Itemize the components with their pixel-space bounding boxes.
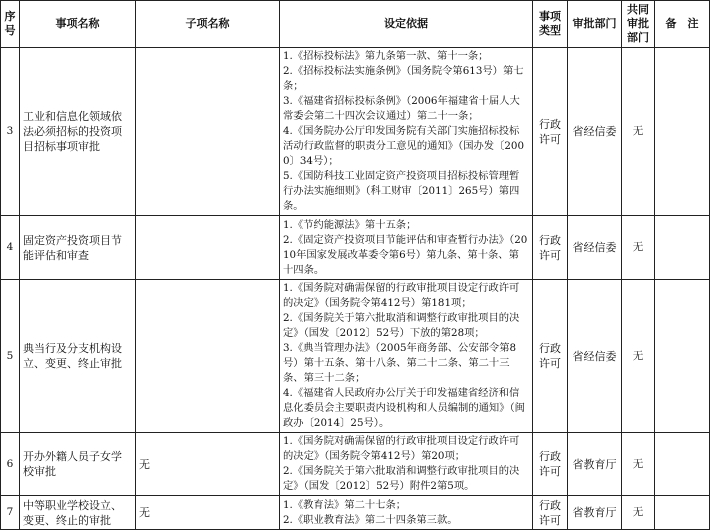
row-item-name: 工业和信息化领域依法必须招标的投资项目招标事项审批 <box>20 48 136 216</box>
header-joint-dept: 共同审批部门 <box>622 1 655 48</box>
row-seq: 3 <box>1 48 20 216</box>
row-remark <box>655 216 710 280</box>
row-joint-dept: 无 <box>622 216 655 280</box>
row-dept: 省教育厅 <box>568 496 622 530</box>
table-row <box>1 48 710 216</box>
basis-line: 4.《国务院办公厅印发国务院有关部门实施招标投标活动行政监督的职责分工意见的通知》（国办发〔2000〕34号）； <box>283 125 525 167</box>
basis-line: 1.《国务院对确需保留的行政审批项目设定行政许可的决定》（国务院令第412号）第181项； <box>283 282 520 309</box>
row-seq: 4 <box>1 216 20 280</box>
row-remark <box>655 496 710 530</box>
row-dept: 省经信委 <box>568 48 622 216</box>
basis-line: 3.《典当管理办法》（2005年商务部、公安部令第8号）第十五条、第十八条、第二十二条、第二十三条、第三十二条； <box>283 342 517 384</box>
row-sub-item: 无 <box>136 496 280 530</box>
row-joint-dept: 无 <box>622 496 655 530</box>
basis-line: 2.《招标投标法实施条例》（国务院令第613号）第七条； <box>283 65 524 92</box>
header-remark: 备 注 <box>655 1 710 48</box>
header-dept: 审批部门 <box>568 1 622 48</box>
basis-line: 2.《国务院关于第六批取消和调整行政审批项目的决定》（国发〔2012〕52号）附件2第5项。 <box>283 465 520 492</box>
basis-line: 2.《固定资产投资项目节能评估和审查暂行办法》（2010年国家发展改革委令第6号）第九条、第十条、第十四条。 <box>283 233 528 276</box>
table-row <box>1 433 710 496</box>
row-basis <box>280 433 533 496</box>
row-basis <box>280 48 533 216</box>
row-item-name: 固定资产投资项目节能评估和审查 <box>20 216 136 280</box>
basis-line: 1.《招标投标法》第九条第一款、第十一条； <box>283 50 489 62</box>
table-row <box>1 216 710 280</box>
row-item-type: 行政许可 <box>533 48 568 216</box>
row-item-type: 行政许可 <box>533 280 568 433</box>
row-seq: 5 <box>1 280 20 433</box>
row-sub-item: 无 <box>136 433 280 496</box>
row-joint-dept: 无 <box>622 433 655 496</box>
header-item-name: 事项名称 <box>20 1 136 48</box>
row-basis <box>280 496 533 530</box>
basis-line: 4.《福建省人民政府办公厅关于印发福建省经济和信息化委员会主要职责内设机构和人员编制的通知》（闽政办〔2014〕25号）。 <box>283 387 525 429</box>
row-basis <box>280 216 533 280</box>
table-row <box>1 496 710 530</box>
row-item-type: 行政许可 <box>533 433 568 496</box>
row-item-name: 中等职业学校设立、变更、终止的审批 <box>20 496 136 530</box>
row-dept: 省教育厅 <box>568 433 622 496</box>
header-seq: 序号 <box>1 1 20 48</box>
basis-line: 1.《国务院对确需保留的行政审批项目设定行政许可的决定》（国务院令第412号）第20项； <box>283 435 520 462</box>
row-sub-item <box>136 216 280 280</box>
basis-line: 1.《教育法》第二十七条； <box>283 498 407 511</box>
row-basis <box>280 280 533 433</box>
row-sub-item <box>136 48 280 216</box>
basis-line: 1.《节约能源法》第十五条； <box>283 218 417 231</box>
row-remark <box>655 48 710 216</box>
row-item-type: 行政许可 <box>533 496 568 530</box>
row-remark <box>655 433 710 496</box>
header-item-type: 事项类型 <box>533 1 568 48</box>
row-item-name: 开办外籍人员子女学校审批 <box>20 433 136 496</box>
basis-line: 2.《国务院关于第六批取消和调整行政审批项目的决定》（国发〔2012〕52号）下放的第28项； <box>283 312 520 339</box>
row-seq: 6 <box>1 433 20 496</box>
row-dept: 省经信委 <box>568 280 622 433</box>
header-sub-item: 子项名称 <box>136 1 280 48</box>
row-dept: 省经信委 <box>568 216 622 280</box>
basis-line: 5.《国防科技工业固定资产投资项目招标投标管理暂行办法实施细则》（科工财审〔2011〕265号）第四条。 <box>283 170 520 212</box>
row-sub-item <box>136 280 280 433</box>
header-basis: 设定依据 <box>280 1 533 48</box>
row-seq: 7 <box>1 496 20 530</box>
row-joint-dept: 无 <box>622 48 655 216</box>
header-row <box>1 1 710 48</box>
row-item-type: 行政许可 <box>533 216 568 280</box>
basis-line: 3.《福建省招标投标条例》（2006年福建省十届人大常委会第二十四次会议通过）第二十一条； <box>283 95 520 122</box>
row-remark <box>655 280 710 433</box>
row-item-name: 典当行及分支机构设立、变更、终止审批 <box>20 280 136 433</box>
row-joint-dept: 无 <box>622 280 655 433</box>
table-row <box>1 280 710 433</box>
basis-line: 2.《职业教育法》第二十四条第三款。 <box>283 513 458 526</box>
